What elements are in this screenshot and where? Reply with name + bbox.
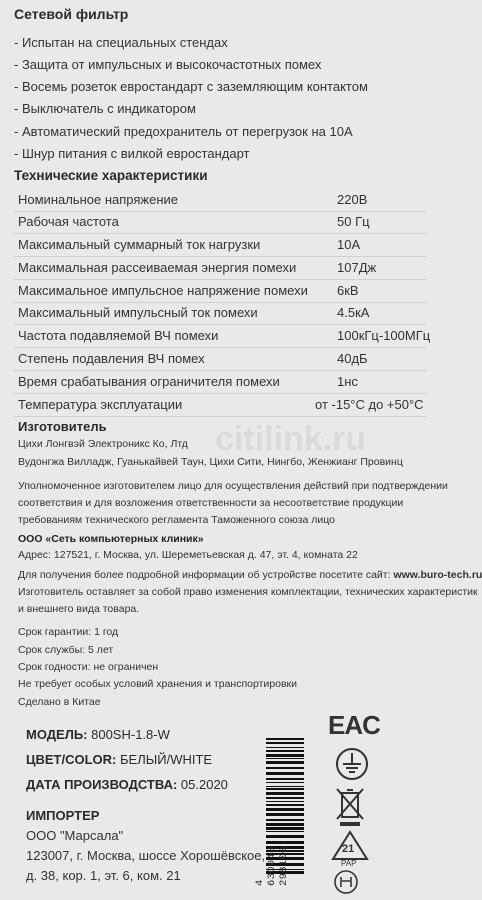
barcode-bar xyxy=(266,792,304,795)
manufacturer-address: Вудонгжа Вилладж, Гуанькайвей Таун, Цихи Сити, Нингбо, Женжианг Провинц xyxy=(18,456,403,468)
barcode-bar xyxy=(266,801,304,802)
date-line xyxy=(26,777,228,792)
recycle-pap-icon: 21 PAP xyxy=(328,828,372,868)
spec-value: 220В xyxy=(337,192,368,207)
barcode-bar xyxy=(266,782,304,783)
info-line: и внешнего вида товара. xyxy=(18,603,140,615)
spec-label: Температура эксплуатации xyxy=(18,397,183,412)
barcode-bar xyxy=(266,831,304,832)
warranty-line: Срок службы: 5 лет xyxy=(18,644,114,656)
barcode-digits: 4 630043 298100 xyxy=(254,846,290,886)
authorized-company: ООО «Сеть компьютерных клиник» xyxy=(18,533,204,545)
spec-label: Максимальная рассеиваемая энергия помехи xyxy=(18,260,297,275)
color-value: БЕЛЫЙ/WHITE xyxy=(116,752,213,767)
feature-item: - Автоматический предохранитель от перегрузок на 10А xyxy=(14,124,353,139)
warranty-line: Срок годности: не ограничен xyxy=(18,661,159,673)
ground-symbol-icon xyxy=(332,744,372,784)
model-value: 800SH-1.8-W xyxy=(87,727,170,742)
barcode-bar xyxy=(266,758,304,759)
manufacturer-name: Цихи Лонгвэй Электроникс Ко, Лтд xyxy=(18,438,188,450)
spec-label: Степень подавления ВЧ помех xyxy=(18,351,205,366)
barcode-bar xyxy=(266,750,304,752)
authorized-text: требованиям технического регламента Таможенного союза лицо xyxy=(18,514,335,526)
authorized-text: Уполномоченное изготовителем лицо для осуществления действий при подтверждении xyxy=(18,480,448,492)
info-line xyxy=(18,569,482,581)
barcode-bar xyxy=(266,797,304,799)
barcode-bar xyxy=(266,827,304,830)
spec-value: 6кВ xyxy=(337,283,359,298)
specs-title: Технические характеристики xyxy=(14,168,208,183)
importer-address: д. 38, кор. 1, эт. 6, ком. 21 xyxy=(26,868,181,883)
color-line xyxy=(26,752,212,767)
barcode-bar xyxy=(266,761,304,764)
barcode-bar xyxy=(266,813,304,816)
feature-item: - Защита от импульсных и высокочастотных помех xyxy=(14,57,322,72)
feature-item: - Выключатель с индикатором xyxy=(14,101,196,116)
warranty-line: Срок гарантии: 1 год xyxy=(18,626,119,638)
barcode-bar xyxy=(266,823,304,826)
eac-mark-icon: EAC xyxy=(328,709,380,740)
spec-label: Частота подавляемой ВЧ помехи xyxy=(18,328,219,343)
model-label: МОДЕЛЬ: xyxy=(26,727,88,742)
weee-bin-icon xyxy=(330,786,370,828)
spec-label: Максимальный суммарный ток нагрузки xyxy=(18,237,261,252)
barcode-bar xyxy=(266,819,304,821)
spec-value: 100кГц-100МГц xyxy=(337,328,431,343)
manufacturer-title: Изготовитель xyxy=(18,419,107,434)
spec-value: от -15°С до +50°С xyxy=(315,397,424,412)
warranty-line: Не требует особых условий хранения и транспортировки xyxy=(18,678,297,690)
info-text: Для получения более подробной информации об устройстве посетите сайт: xyxy=(18,569,394,581)
barcode-bar xyxy=(266,788,304,790)
product-title: Сетевой фильтр xyxy=(14,6,129,22)
barcode-bar xyxy=(266,786,304,787)
authorized-text: соответствия и для возложения ответственности за несоответствие продукции xyxy=(18,497,404,509)
warranty-line: Сделано в Китае xyxy=(18,696,101,708)
spec-value: 1нс xyxy=(337,374,358,389)
date-value: 05.2020 xyxy=(177,777,228,792)
authorized-address: Адрес: 127521, г. Москва, ул. Шереметьевская д. 47, эт. 4, комната 22 xyxy=(18,549,358,561)
date-label: ДАТА ПРОИЗВОДСТВА: xyxy=(26,777,178,792)
spec-label: Время срабатывания ограничителя помехи xyxy=(18,374,280,389)
importer-address: 123007, г. Москва, шоссе Хорошёвское, xyxy=(26,848,266,863)
spec-value: 50 Гц xyxy=(337,214,370,229)
barcode-bar xyxy=(266,738,304,740)
spec-label: Максимальное импульсное напряжение помехи xyxy=(18,283,308,298)
spec-label: Номинальное напряжение xyxy=(18,192,179,207)
barcode-bar xyxy=(266,804,304,806)
importer-name: ООО "Марсала" xyxy=(26,828,124,843)
spec-label: Максимальный импульсный ток помехи xyxy=(18,305,258,320)
barcode-bar xyxy=(266,754,304,757)
watermark: citilink.ru xyxy=(215,420,367,458)
barcode-bar xyxy=(266,742,304,744)
feature-item: - Испытан на специальных стендах xyxy=(14,35,228,50)
barcode-bar xyxy=(266,778,304,780)
spec-label: Рабочая частота xyxy=(18,214,119,229)
spec-value: 107Дж xyxy=(337,260,377,275)
barcode-bar xyxy=(266,808,304,811)
model-line xyxy=(26,727,170,742)
spec-value: 40дБ xyxy=(337,351,368,366)
color-label: ЦВЕТ/COLOR: xyxy=(26,752,117,767)
barcode-bar xyxy=(266,767,304,769)
importer-title: ИМПОРТЕР xyxy=(26,808,100,823)
info-line: Изготовитель оставляет за собой право изменения комплектации, технических характеристик xyxy=(18,586,478,598)
barcode-bar xyxy=(266,772,304,775)
feature-item: - Восемь розеток евростандарт с заземляющим контактом xyxy=(14,79,368,94)
spec-value: 10А xyxy=(337,237,361,252)
barcode xyxy=(248,736,306,888)
barcode-bar xyxy=(266,747,304,748)
site-link: www.buro-tech.ru xyxy=(393,569,482,581)
feature-item: - Шнур питания с вилкой евростандарт xyxy=(14,146,250,161)
spec-value: 4.5кА xyxy=(337,305,370,320)
food-safe-icon xyxy=(330,866,362,898)
